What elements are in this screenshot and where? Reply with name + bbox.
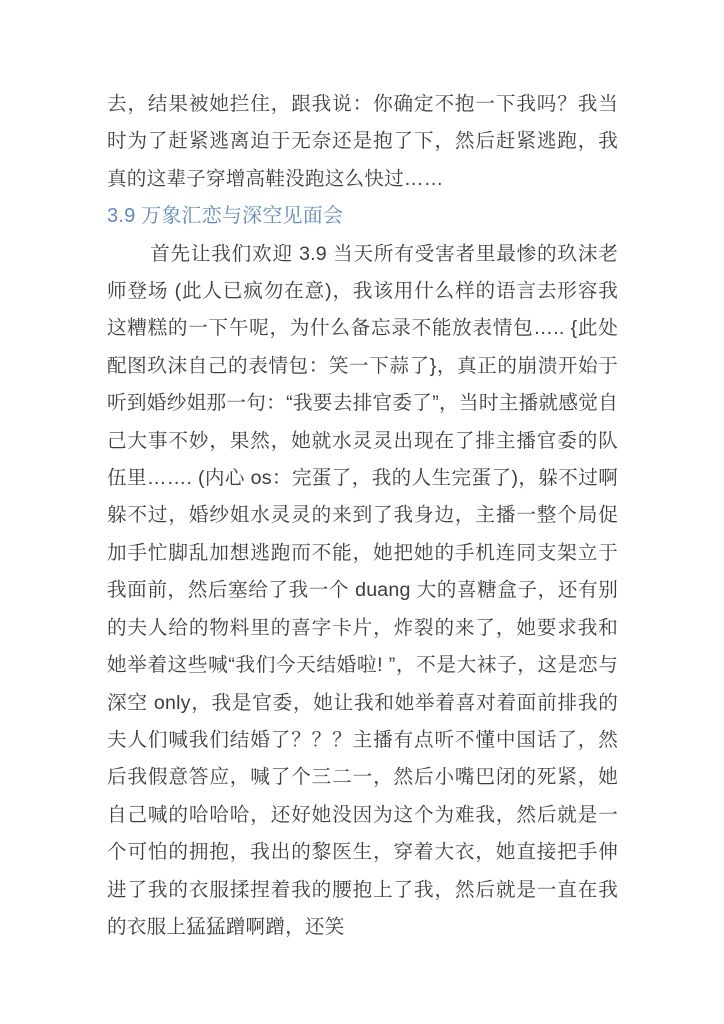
paragraph-main: 首先让我们欢迎 3.9 当天所有受害者里最惨的玖沫老师登场 (此人已疯勿在意)，我该用什么样的语言去形容我这糟糕的一下午呢，为什么备忘录不能放表情包….. {此处配图玖沫自己的表情包：笑一下蒜了}，真正的崩溃开始于听到婚纱姐那一句：“我要去排官委了”，当时主播就感觉自己大事不妙，果然，她就水灵灵出现在了排主播官委的队伍里……. (内心 os：完蛋了，我的人生完蛋了)，躲不过啊躲不过，婚纱姐水灵灵的来到了我身边，主播一整个局促加手忙脚乱加想逃跑而不能，她把她的手机连同支架立于我面前，然后塞给了我一个 duang 大的喜糖盒子，还有别的夫人给的物料里的喜字卡片，炸裂的来了，她要求我和她举着这些喊“我们今天结婚啦! ”，不是大袜子，这是恋与深空 only，我是官委，她让我和她举着喜对着面前排我的夫人们喊我们结婚了？？？主播有点听不懂中国话了，然后我假意答应，喊了个三二一，然后小嘴巴闭的死紧，她自己喊的哈哈哈，还好她没因为这个为难我，然后就是一个可怕的拥抱，我出的黎医生，穿着大衣，她直接把手伸进了我的衣服揉捏着我的腰抱上了我，然后就是一直在我的衣服上猛猛蹭啊蹭，还笑 <box>107 242 618 938</box>
document-text-block <box>107 86 618 946</box>
paragraph-continuation: 去，结果被她拦住，跟我说：你确定不抱一下我吗？我当时为了赶紧逃离迫于无奈还是抱了下，然后赶紧逃跑，我真的这辈子穿增高鞋没跑这么快过…… <box>107 93 618 190</box>
section-heading: 3.9 万象汇恋与深空见面会 <box>107 205 344 228</box>
